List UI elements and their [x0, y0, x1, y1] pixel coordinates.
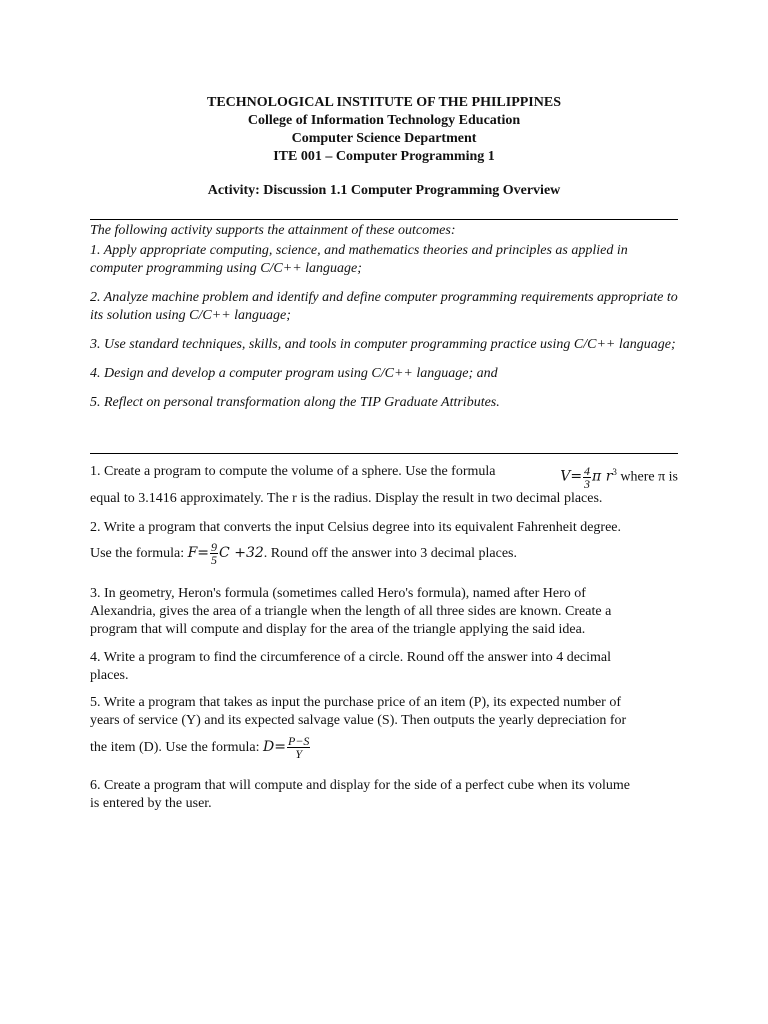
outcome-item: 2. Analyze machine problem and identify and define computer programming requirements appropriate to its solution using C/C++ language;	[90, 290, 678, 323]
q5-line: the item (D). Use the formula:	[90, 740, 260, 755]
q1-frac-num: 4	[584, 463, 591, 478]
question-5	[90, 694, 678, 764]
q5-frac-num: P−S	[287, 734, 310, 749]
outcome-item: 5. Reflect on personal transformation along the TIP Graduate Attributes.	[90, 395, 500, 410]
q2-formula-lhs: F=	[187, 545, 210, 561]
question-3	[90, 585, 678, 639]
q2-text-b: Use the formula:	[90, 546, 185, 561]
q2-fraction	[210, 541, 218, 566]
q1-formula-rest: π r	[592, 468, 613, 485]
q5-line: 5. Write a program that takes as input the purchase price of an item (P), its expected number of	[90, 695, 622, 710]
document-header	[0, 94, 768, 166]
college-name: College of Information Technology Education	[247, 113, 521, 128]
q5-frac-den: Y	[295, 747, 303, 762]
department-name: Computer Science Department	[291, 131, 477, 146]
outcomes-section	[90, 222, 678, 423]
q5-line: years of service (Y) and its expected salvage value (S). Then outputs the yearly depreciation for	[90, 713, 627, 728]
q6-line: 6. Create a program that will compute and display for the side of a perfect cube when its volume	[90, 778, 630, 793]
q2-frac-num: 9	[211, 540, 218, 555]
question-6	[90, 777, 678, 813]
outcomes-intro: The following activity supports the attainment of these outcomes:	[90, 223, 456, 238]
q1-text-b: where π is	[620, 469, 678, 485]
course-title: ITE 001 – Computer Programming 1	[273, 149, 495, 164]
question-4	[90, 649, 678, 685]
outcome-item: 1. Apply appropriate computing, science, and mathematics theories and principles as applied in computer programming using C/C++ language;	[90, 243, 628, 276]
q3-line: 3. In geometry, Heron's formula (sometimes called Hero's formula), named after Hero of	[90, 586, 586, 601]
q1-frac-den: 3	[584, 476, 591, 491]
q6-line: is entered by the user.	[90, 796, 212, 811]
q2-text-c: . Round off the answer into 3 decimal places.	[263, 546, 517, 561]
institution-name: TECHNOLOGICAL INSTITUTE OF THE PHILIPPINES	[207, 95, 561, 110]
q1-formula-lhs: V=	[560, 468, 583, 485]
q5-fraction	[287, 735, 310, 760]
bottom-divider	[90, 453, 678, 454]
q4-line: 4. Write a program to find the circumference of a circle. Round off the answer into 4 decimal	[90, 650, 612, 665]
q2-formula-rest: C +32	[219, 545, 264, 561]
question-1	[90, 458, 678, 508]
q1-exponent: 3	[612, 467, 617, 477]
q3-line: Alexandria, gives the area of a triangle when the length of all three sides are known. Create a	[90, 604, 612, 619]
outcome-item: 4. Design and develop a computer program using C/C++ language; and	[90, 366, 498, 381]
q2-text: 2. Write a program that converts the input Celsius degree into its equivalent Fahrenheit degree.	[90, 520, 622, 535]
q3-line: program that will compute and display for the area of the triangle applying the said idea.	[90, 622, 586, 637]
activity-title: Activity: Discussion 1.1 Computer Programming Overview	[207, 183, 561, 198]
outcome-item: 3. Use standard techniques, skills, and tools in computer programming practice using C/C++ language;	[90, 337, 676, 352]
q2-frac-den: 5	[211, 553, 218, 568]
q1-text: 1. Create a program to compute the volume of a sphere. Use the formula	[90, 464, 496, 479]
q5-formula-lhs: D=	[263, 739, 286, 755]
top-divider	[90, 219, 678, 220]
q1-fraction	[583, 465, 591, 490]
q4-line: places.	[90, 668, 129, 683]
question-2	[90, 519, 678, 568]
q1-text-c: equal to 3.1416 approximately. The r is the radius. Display the result in two decimal places.	[90, 491, 603, 506]
